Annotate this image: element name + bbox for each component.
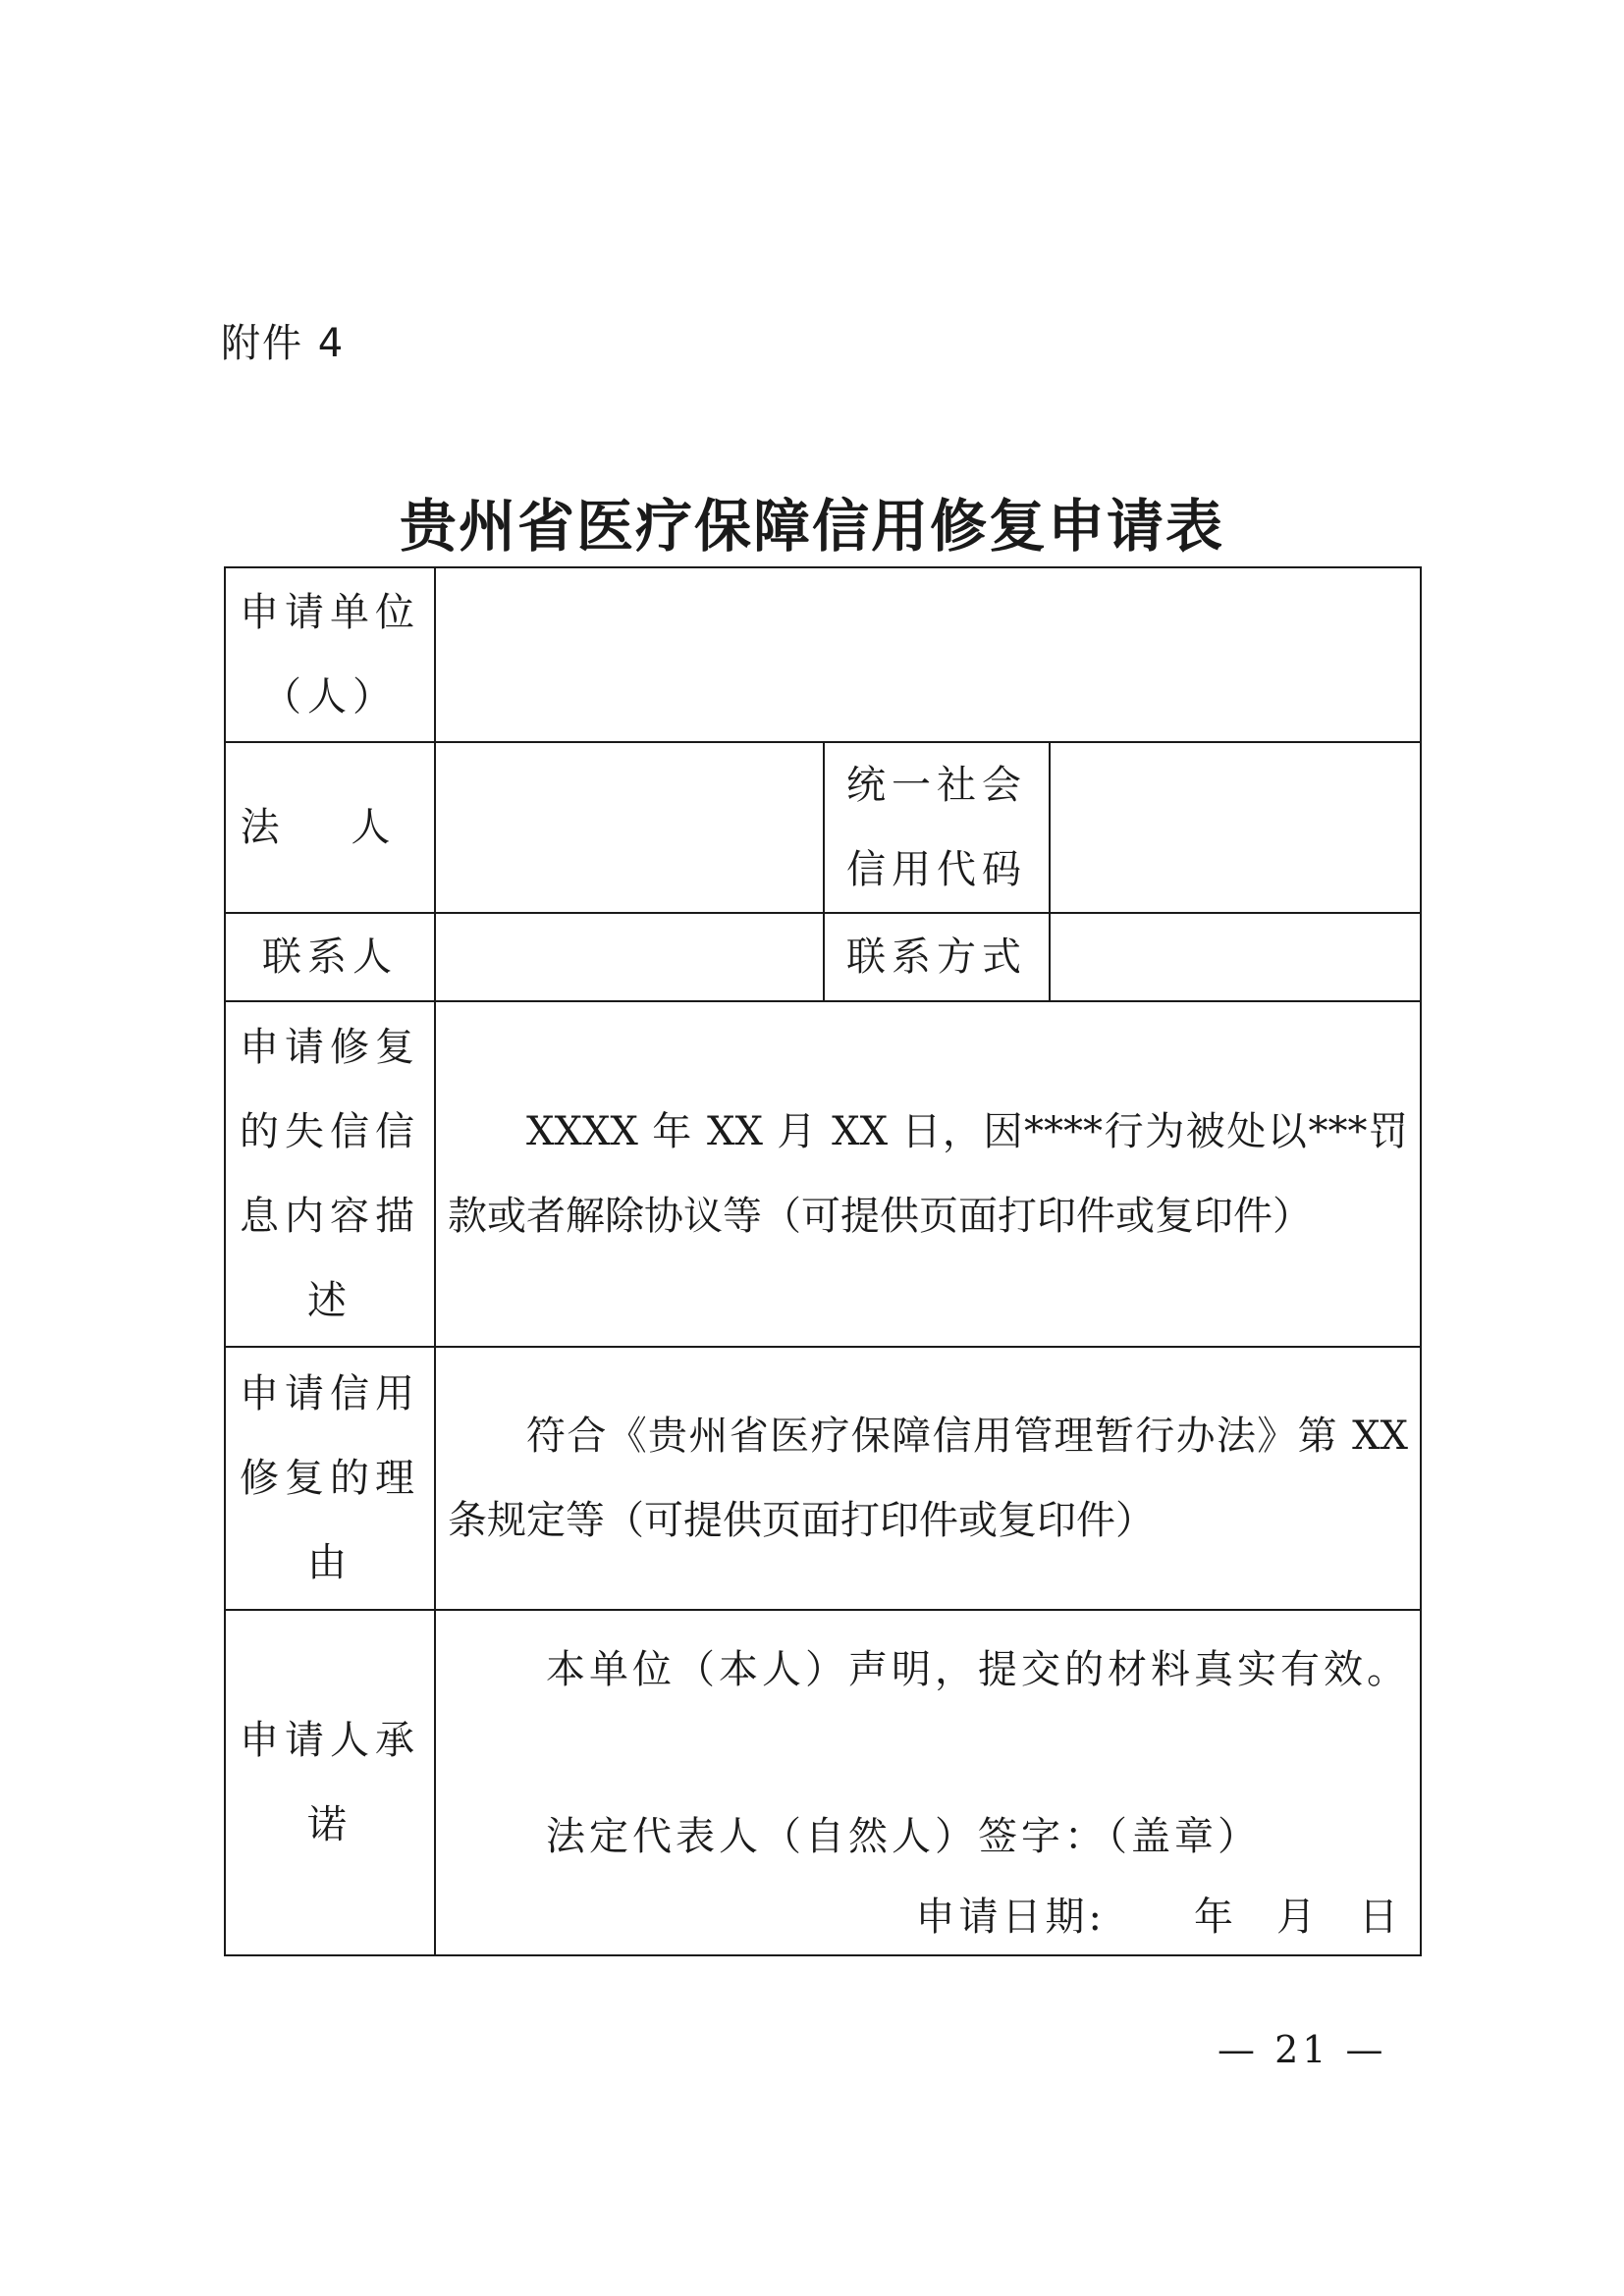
description-text-cell[interactable] bbox=[435, 1001, 1421, 1347]
row-description bbox=[225, 1001, 1421, 1347]
applicant-value[interactable] bbox=[435, 567, 1421, 742]
row-reason bbox=[225, 1347, 1421, 1610]
attachment-label: 附件 4 bbox=[221, 321, 346, 366]
application-date[interactable] bbox=[916, 1886, 1402, 1942]
legal-person-label: 法 人 bbox=[225, 742, 435, 913]
applicant-label-cell bbox=[225, 567, 435, 742]
pledge-signature[interactable]: 法定代表人（自然人）签字：（盖章） bbox=[546, 1814, 1261, 1859]
pledge-statement: 本单位（本人）声明，提交的材料真实有效。 bbox=[546, 1647, 1410, 1692]
contact-value[interactable] bbox=[435, 913, 824, 1001]
date-day: 日 bbox=[1359, 1895, 1403, 1940]
pledge-label-cell bbox=[225, 1610, 435, 1955]
description-label-cell bbox=[225, 1001, 435, 1347]
date-label: 申请日期: bbox=[915, 1895, 1107, 1940]
contact-label: 联系人 bbox=[225, 913, 435, 1001]
credit-code-label-line2: 信用代码 bbox=[846, 847, 1027, 892]
description-label-line: 申请修复 bbox=[240, 1025, 420, 1070]
application-form-table bbox=[224, 566, 1422, 1956]
reason-label-line: 由 bbox=[307, 1540, 352, 1585]
credit-code-label-cell bbox=[824, 742, 1050, 913]
date-year: 年 bbox=[1194, 1895, 1238, 1940]
credit-code-value[interactable] bbox=[1050, 742, 1421, 913]
description-label-line: 述 bbox=[307, 1278, 352, 1323]
reason-label-line: 申请信用 bbox=[240, 1371, 420, 1416]
description-label-line: 息内容描 bbox=[240, 1194, 420, 1239]
contact-method-label: 联系方式 bbox=[824, 913, 1050, 1001]
pledge-content-cell bbox=[435, 1610, 1421, 1955]
row-applicant bbox=[225, 567, 1421, 742]
form-title: 贵州省医疗保障信用修复申请表 bbox=[399, 493, 1224, 560]
reason-text: 符合《贵州省医疗保障信用管理暂行办法》第 XX 条规定等（可提供页面打印件或复印件） bbox=[448, 1414, 1409, 1543]
reason-label-cell bbox=[225, 1347, 435, 1610]
description-text: XXXX 年 XX 月 XX 日，因****行为被处以***罚款或者解除协议等（可提供页面打印件或复印件） bbox=[448, 1109, 1409, 1239]
applicant-label-line2: （人） bbox=[262, 674, 398, 720]
contact-method-value[interactable] bbox=[1050, 913, 1421, 1001]
reason-label-line: 修复的理 bbox=[240, 1456, 420, 1501]
pledge-label-line: 申请人承 bbox=[240, 1718, 420, 1763]
legal-person-value[interactable] bbox=[435, 742, 824, 913]
page-number: — 21 — bbox=[1218, 2028, 1387, 2071]
description-label-line: 的失信信 bbox=[240, 1109, 420, 1154]
row-pledge bbox=[225, 1610, 1421, 1955]
row-contact bbox=[225, 913, 1421, 1001]
row-legal-person bbox=[225, 742, 1421, 913]
applicant-label-line1: 申请单位 bbox=[240, 590, 420, 635]
pledge-label-line: 诺 bbox=[307, 1802, 352, 1847]
reason-text-cell[interactable] bbox=[435, 1347, 1421, 1610]
credit-code-label-line1: 统一社会 bbox=[846, 763, 1027, 808]
date-month: 月 bbox=[1276, 1895, 1321, 1940]
